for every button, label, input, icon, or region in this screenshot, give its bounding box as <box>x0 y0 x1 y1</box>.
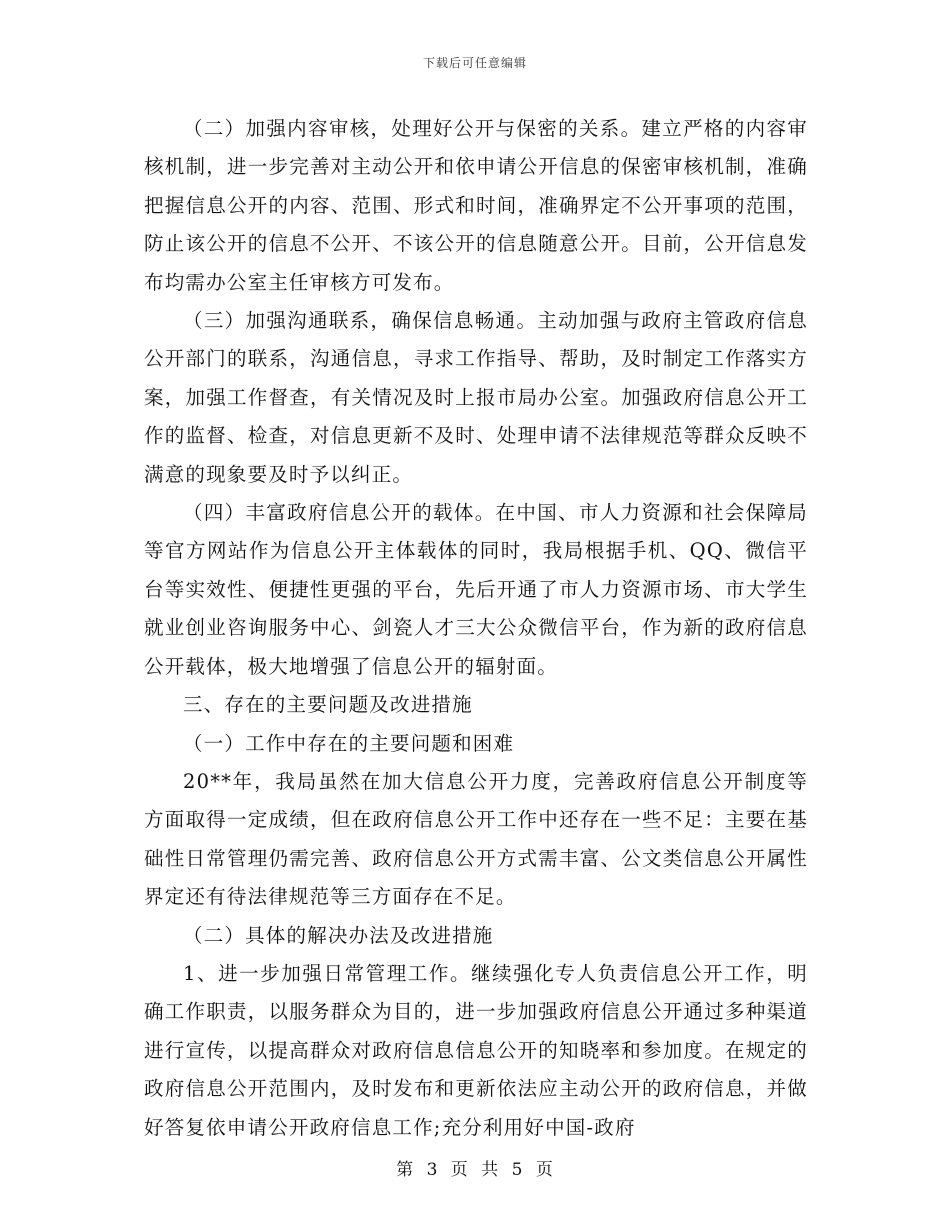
paragraph-daily-management: 1、进一步加强日常管理工作。继续强化专人负责信息公开工作，明确工作职责，以服务群众为目的，进一步加强政府信息公开通过多种渠道进行宣传，以提高群众对政府信息信息公开的知晓率和参加度。在规定的政府信息公开范围内，及时发布和更新依法应主动公开的政府信息，并做好答复依申请公开政府信息工作;充分利用好中国-政府 <box>144 961 808 1139</box>
section-heading-problems: 三、存在的主要问题及改进措施 <box>183 693 473 717</box>
page-number-footer: 第 3 页 共 5 页 <box>396 1160 554 1180</box>
paragraph-publication-channels: （四）丰富政府信息公开的载体。在中国、市人力资源和社会保障局等官方网站作为信息公开主体载体的同时，我局根据手机、QQ、微信平台等实效性、便捷性更强的平台，先后开通了市人力资源市场、市大学生就业创业咨询服务中心、剑瓷人才三大公众微信平台，作为新的政府信息公开载体，极大地增强了信息公开的辐射面。 <box>144 501 808 678</box>
paragraph-communication: （三）加强沟通联系，确保信息畅通。主动加强与政府主管政府信息公开部门的联系，沟通信息，寻求工作指导、帮助，及时制定工作落实方案，加强工作督查，有关情况及时上报市局办公室。加强政府信息公开工作的监督、检查，对信息更新不及时、处理申请不法律规范等群众反映不满意的现象要及时予以纠正。 <box>144 309 808 486</box>
page-header-note: 下载后可任意编辑 <box>422 56 527 70</box>
paragraph-content-review: （二）加强内容审核，处理好公开与保密的关系。建立严格的内容审核机制，进一步完善对主动公开和依申请公开信息的保密审核机制，准确把握信息公开的内容、范围、形式和时间，准确界定不公开事项的范围，防止该公开的信息不公开、不该公开的信息随意公开。目前，公开信息发布均需办公室主任审核方可发布。 <box>144 117 808 294</box>
subheading-main-problems: （一）工作中存在的主要问题和困难 <box>183 731 515 755</box>
subheading-solutions: （二）具体的解决办法及改进措施 <box>183 923 494 947</box>
paragraph-shortcomings: 20**年，我局虽然在加大信息公开力度，完善政府信息公开制度等方面取得一定成绩，但在政府信息公开工作中还存在一些不足：主要在基础性日常管理仍需完善、政府信息公开方式需丰富、公文类信息公开属性界定还有待法律规范等三方面存在不足。 <box>144 769 808 909</box>
document-body <box>144 110 808 1147</box>
